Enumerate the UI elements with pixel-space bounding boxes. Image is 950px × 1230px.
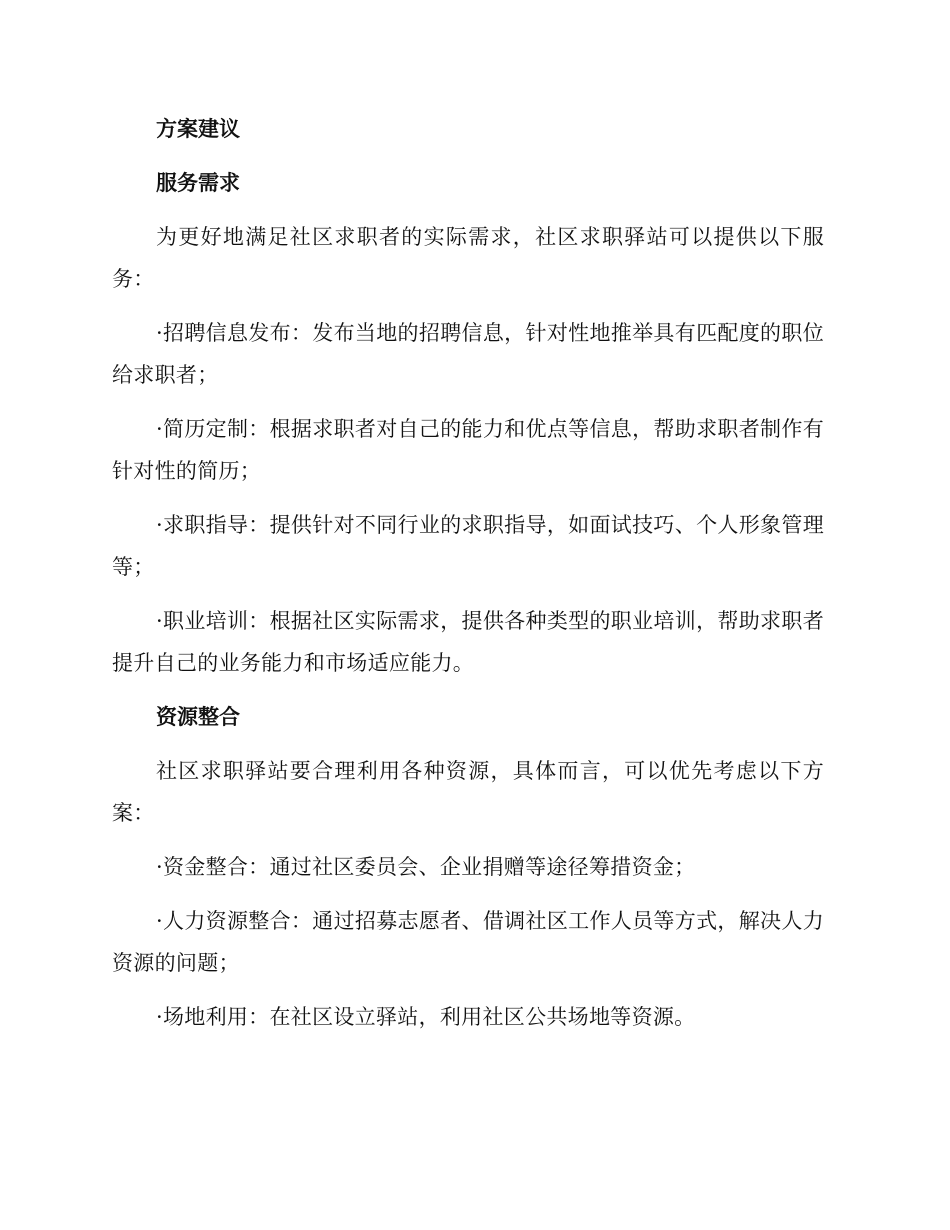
list-item: ·职业培训：根据社区实际需求，提供各种类型的职业培训，帮助求职者提升自己的业务能力和市场适应能力。 <box>112 609 824 675</box>
section-heading-service-needs: 服务需求 <box>156 171 240 195</box>
document-body <box>112 108 824 1050</box>
list-item: ·场地利用：在社区设立驿站，利用社区公共场地等资源。 <box>156 1005 696 1029</box>
list-item: ·资金整合：通过社区委员会、企业捐赠等途径筹措资金； <box>156 855 696 879</box>
section-heading-resource-integration: 资源整合 <box>156 705 240 729</box>
list-item: ·简历定制：根据求职者对自己的能力和优点等信息，帮助求职者制作有针对性的简历； <box>112 417 824 483</box>
document-title: 方案建议 <box>156 117 240 141</box>
list-item: ·人力资源整合：通过招募志愿者、借调社区工作人员等方式，解决人力资源的问题； <box>112 909 824 975</box>
section-intro-resource-integration: 社区求职驿站要合理利用各种资源，具体而言，可以优先考虑以下方案： <box>112 759 824 825</box>
list-item: ·招聘信息发布：发布当地的招聘信息，针对性地推举具有匹配度的职位给求职者； <box>112 321 824 387</box>
list-item: ·求职指导：提供针对不同行业的求职指导，如面试技巧、个人形象管理等； <box>112 513 824 579</box>
section-intro-service-needs: 为更好地满足社区求职者的实际需求，社区求职驿站可以提供以下服务： <box>112 225 824 291</box>
